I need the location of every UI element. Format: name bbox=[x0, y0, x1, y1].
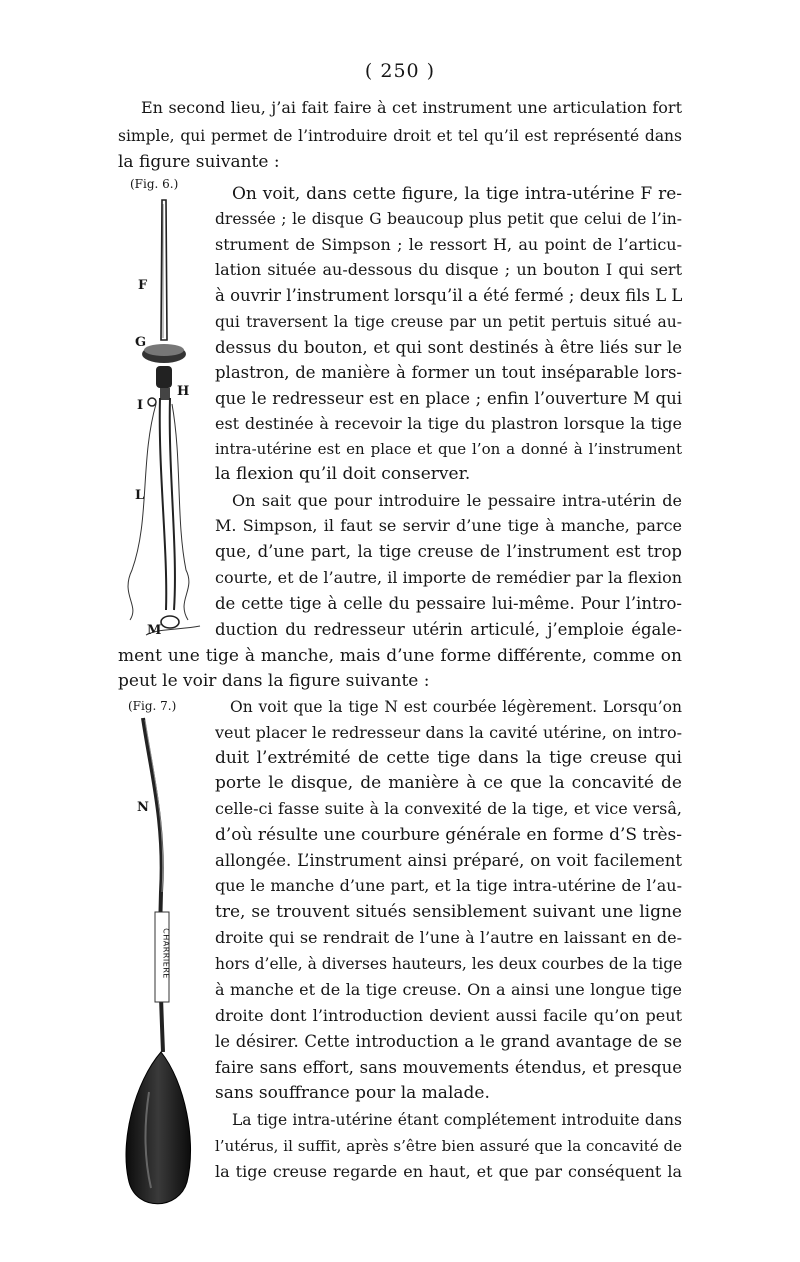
text-line-8: à ouvrir l’instrument lorsqu’il a été fermé ; deux fils L L bbox=[215, 286, 682, 305]
text-line-13: est destinée à recevoir la tige du plastron lorsque la tige bbox=[215, 414, 682, 433]
fig6-caption: (Fig. 6.) bbox=[130, 177, 179, 191]
fig6-label-i: I bbox=[137, 398, 144, 413]
text-line-23: peut le voir dans la figure suivante : bbox=[118, 671, 430, 691]
text-line-16: On sait que pour introduire le pessaire intra-utérin de bbox=[232, 491, 682, 510]
text-line-41: l’utérus, il suffit, après s’être bien assuré que la concavité de bbox=[215, 1137, 682, 1155]
text-line-33: droite qui se rendrait de l’une à l’autre en laissant en de- bbox=[215, 928, 682, 947]
text-line-26: duit l’extrémité de cette tige dans la tige creuse qui bbox=[215, 748, 682, 768]
text-line-19: courte, et de l’autre, il importe de remédier par la flexion bbox=[215, 568, 682, 587]
text-line-29: d’où résulte une courbure générale en forme d’S très- bbox=[215, 825, 682, 845]
fig6-label-f: F bbox=[138, 278, 148, 293]
fig7-caption: (Fig. 7.) bbox=[128, 699, 177, 713]
text-line-24: On voit que la tige N est courbée légèrement. Lorsqu’on bbox=[230, 698, 682, 716]
text-line-42: la tige creuse regarde en haut, et que par conséquent la bbox=[215, 1162, 682, 1181]
text-line-31: que le manche d’une part, et la tige intra-utérine de l’au- bbox=[215, 876, 682, 895]
text-line-36: droite dont l’introduction devient aussi facile qu’on peut bbox=[215, 1006, 682, 1025]
text-line-6: strument de Simpson ; le ressort H, au point de l’articu- bbox=[215, 235, 682, 254]
text-line-34: hors d’elle, à diverses hauteurs, les deux courbes de la tige bbox=[215, 955, 682, 973]
fig6-label-l: L bbox=[135, 488, 145, 503]
text-line-39: sans souffrance pour la malade. bbox=[215, 1083, 490, 1103]
text-line-11: plastron, de manière à former un tout inséparable lors- bbox=[215, 363, 682, 382]
text-line-37: le désirer. Cette introduction a le grand avantage de se bbox=[215, 1032, 682, 1051]
text-line-1: En second lieu, j’ai fait faire à cet instrument une articulation fort bbox=[141, 98, 682, 117]
text-line-9: qui traversent la tige creuse par un petit pertuis situé au- bbox=[215, 313, 682, 331]
text-line-30: allongée. L’instrument ainsi préparé, on voit facilement bbox=[215, 851, 682, 870]
text-line-10: dessus du bouton, et qui sont destinés à être liés sur le bbox=[215, 338, 682, 357]
text-line-40: La tige intra-utérine étant complétement introduite dans bbox=[232, 1111, 682, 1129]
text-line-20: de cette tige à celle du pessaire lui-même. Pour l’intro- bbox=[215, 594, 682, 613]
text-line-15: la flexion qu’il doit conserver. bbox=[215, 464, 471, 484]
fig6-label-m: M bbox=[147, 623, 162, 638]
text-line-18: que, d’une part, la tige creuse de l’instrument est trop bbox=[215, 542, 682, 561]
text-line-2: simple, qui permet de l’introduire droit et tel qu’il est représenté dans bbox=[118, 127, 682, 145]
text-line-17: M. Simpson, il faut se servir d’une tige à manche, parce bbox=[215, 516, 682, 535]
page-number: ( 250 ) bbox=[364, 60, 436, 82]
text-line-28: celle-ci fasse suite à la convexité de la tige, et vice versâ, bbox=[215, 799, 682, 818]
fig6-label-g: G bbox=[135, 335, 147, 350]
text-line-22: ment une tige à manche, mais d’une forme différente, comme on bbox=[118, 646, 682, 666]
text-line-35: à manche et de la tige creuse. On a ainsi une longue tige bbox=[215, 980, 682, 999]
text-line-14: intra-utérine est en place et que l’on a donné à l’instrument bbox=[215, 440, 682, 458]
fig6-label-h: H bbox=[177, 384, 190, 399]
fig6-illustration bbox=[110, 190, 220, 650]
text-line-7: lation située au-dessous du disque ; un bouton I qui sert bbox=[215, 260, 682, 279]
text-line-4: On voit, dans cette figure, la tige intra-utérine F re- bbox=[232, 184, 682, 204]
fig7-maker-text: CHARRIERE bbox=[161, 928, 171, 979]
text-line-27: porte le disque, de manière à ce que la concavité de bbox=[215, 773, 682, 793]
text-line-32: tre, se trouvent situés sensiblement suivant une ligne bbox=[215, 902, 682, 922]
text-line-38: faire sans effort, sans mouvements étendus, et presque bbox=[215, 1058, 682, 1077]
text-line-21: duction du redresseur utérin articulé, j’emploie égale- bbox=[215, 620, 682, 639]
fig7-label-n: N bbox=[137, 800, 149, 815]
text-line-5: dressée ; le disque G beaucoup plus petit que celui de l’in- bbox=[215, 210, 682, 228]
text-line-25: veut placer le redresseur dans la cavité utérine, on intro- bbox=[215, 723, 682, 742]
text-line-12: que le redresseur est en place ; enfin l’ouverture M qui bbox=[215, 389, 682, 408]
text-line-3: la figure suivante : bbox=[118, 152, 280, 172]
fig7-maker-mark bbox=[160, 915, 172, 995]
